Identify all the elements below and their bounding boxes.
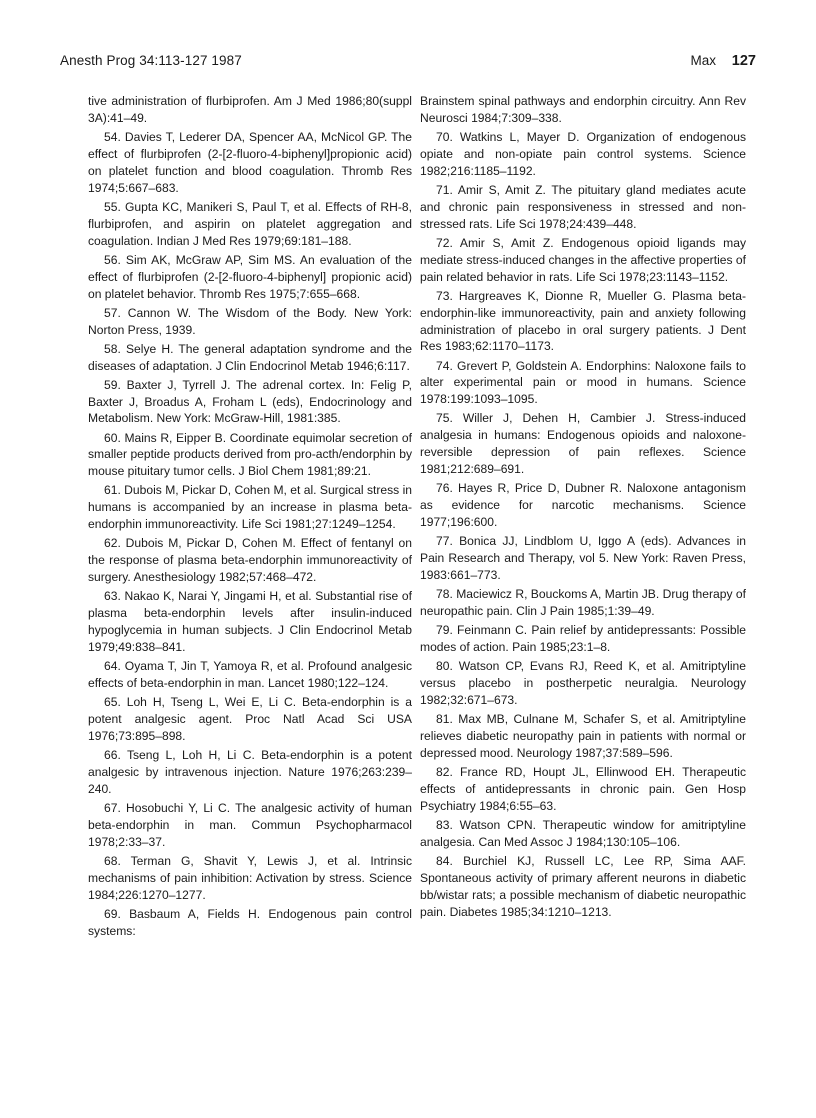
reference-entry: 75. Willer J, Dehen H, Cambier J. Stress-induced analgesia in humans: Endogenous opioids and naloxone-reversible depression of pain reflexes. Science 1981;212:689–691. bbox=[420, 411, 746, 477]
reference-entry: 57. Cannon W. The Wisdom of the Body. New York: Norton Press, 1939. bbox=[88, 305, 412, 337]
reference-entry: 84. Burchiel KJ, Russell LC, Lee RP, Sima AAF. Spontaneous activity of primary afferent neurons in diabetic bb/wistar rats; a possible mechanism of diabetic neuropathic pain. Diabetes 1985;34:1210–1213. bbox=[420, 853, 746, 919]
reference-entry: 76. Hayes R, Price D, Dubner R. Naloxone antagonism as evidence for narcotic mechanisms. Science 1977;196:600. bbox=[420, 481, 746, 530]
right-reference-column bbox=[420, 93, 746, 923]
journal-citation: Anesth Prog 34:113-127 1987 bbox=[60, 53, 242, 68]
reference-entry: 69. Basbaum A, Fields H. Endogenous pain control systems: bbox=[88, 906, 412, 938]
reference-entry: 64. Oyama T, Jin T, Yamoya R, et al. Profound analgesic effects of beta-endorphin in man. Lancet 1980;122–124. bbox=[88, 659, 412, 690]
reference-continuation: tive administration of flurbiprofen. Am J Med 1986;80(suppl 3A):41–49. bbox=[88, 94, 412, 125]
running-author: Max bbox=[690, 53, 717, 68]
reference-entry: 65. Loh H, Tseng L, Wei E, Li C. Beta-endorphin is a potent analgesic agent. Proc Natl Acad Sci USA 1976;73:895–898. bbox=[88, 695, 412, 743]
reference-entry: 66. Tseng L, Loh H, Li C. Beta-endorphin is a potent analgesic by intravenous injection. Nature 1976;263:239–240. bbox=[88, 747, 412, 796]
reference-entry: 80. Watson CP, Evans RJ, Reed K, et al. Amitriptyline versus placebo in postherpetic neuralgia. Neurology 1982;32:671–673. bbox=[420, 659, 746, 707]
reference-entry: 55. Gupta KC, Manikeri S, Paul T, et al. Effects of RH-8, flurbiprofen, and aspirin on platelet aggregation and coagulation. Indian J Med Res 1979;69:181–188. bbox=[88, 199, 412, 248]
reference-entry: 79. Feinmann C. Pain relief by antidepressants: Possible modes of action. Pain 1985;23:1–8. bbox=[420, 623, 746, 654]
reference-entry: 82. France RD, Houpt JL, Ellinwood EH. Therapeutic effects of antidepressants in chronic pain. Gen Hosp Psychiatry 1984;6:55–63. bbox=[420, 764, 746, 813]
reference-entry: 67. Hosobuchi Y, Li C. The analgesic activity of human beta-endorphin in man. Commun Psychopharmacol 1978;2:33–37. bbox=[88, 800, 412, 849]
reference-entry: 59. Baxter J, Tyrrell J. The adrenal cortex. In: Felig P, Baxter J, Broadus A, Froham L (eds), Endocrinology and Metabolism. New York: McGraw-Hill, 1981:385. bbox=[88, 377, 412, 426]
reference-entry: 74. Grevert P, Goldstein A. Endorphins: Naloxone fails to alter experimental pain or mood in humans. Science 1978:199:1093–1095. bbox=[420, 358, 746, 407]
reference-entry: 71. Amir S, Amit Z. The pituitary gland mediates acute and chronic pain responsiveness in stressed and non-stressed rats. Life Sci 1978;24:439–448. bbox=[420, 182, 746, 231]
reference-entry: 81. Max MB, Culnane M, Schafer S, et al. Amitriptyline relieves diabetic neuropathy pain in patients with normal or depressed mood. Neurology 1987;37:589–596. bbox=[420, 711, 746, 760]
page-number: 127 bbox=[731, 53, 756, 69]
reference-entry: 70. Watkins L, Mayer D. Organization of endogenous opiate and non-opiate pain control systems. Science 1982;216:1185–1192. bbox=[420, 130, 746, 178]
reference-entry: 62. Dubois M, Pickar D, Cohen M. Effect of fentanyl on the response of plasma beta-endorphin immunoreactivity of surgery. Anesthesiology 1982;57:468–472. bbox=[88, 536, 412, 585]
reference-entry: 68. Terman G, Shavit Y, Lewis J, et al. Intrinsic mechanisms of pain inhibition: Activation by stress. Science 1984;226:1270–1277. bbox=[88, 853, 412, 902]
reference-entry: 58. Selye H. The general adaptation syndrome and the diseases of adaptation. J Clin Endocrinol Metab 1946;6:117. bbox=[88, 341, 412, 373]
reference-entry: 63. Nakao K, Narai Y, Jingami H, et al. Substantial rise of plasma beta-endorphin levels after insulin-induced hypoglycemia in human subjects. J Clin Endocrinol Metab 1979;49:838–841. bbox=[88, 589, 412, 654]
reference-entry: 60. Mains R, Eipper B. Coordinate equimolar secretion of smaller peptide products derived from pro-acth/endorphin by mouse pituitary tumor cells. J Biol Chem 1981;89:21. bbox=[88, 430, 412, 479]
author-page-group bbox=[691, 53, 756, 69]
left-reference-column bbox=[88, 93, 412, 942]
running-head bbox=[60, 53, 756, 75]
reference-entry: 72. Amir S, Amit Z. Endogenous opioid ligands may mediate stress-induced changes in the affective properties of pain related behavior in rats. Life Sci 1978;23:1143–1152. bbox=[420, 235, 746, 284]
reference-entry: 56. Sim AK, McGraw AP, Sim MS. An evaluation of the effect of flurbiprofen (2-[2-fluoro-4-biphenyl] propionic acid) on platelet behavior. Thromb Res 1975;7:655–668. bbox=[88, 252, 412, 301]
reference-entry: 61. Dubois M, Pickar D, Cohen M, et al. Surgical stress in humans is accompanied by an increase in plasma beta-endorphin immunoreactivity. Life Sci 1981;27:1249–1254. bbox=[88, 483, 412, 532]
reference-entry: 73. Hargreaves K, Dionne R, Mueller G. Plasma beta-endorphin-like immunoreactivity, pain and anxiety following administration of placebo in oral surgery patients. J Dent Res 1983;62:1170–1173. bbox=[420, 288, 746, 354]
reference-entry: 83. Watson CPN. Therapeutic window for amitriptyline analgesia. Can Med Assoc J 1984;130:105–106. bbox=[420, 817, 746, 849]
reference-entry: 78. Maciewicz R, Bouckoms A, Martin JB. Drug therapy of neuropathic pain. Clin J Pain 1985;1:39–49. bbox=[420, 587, 746, 618]
reference-continuation: Brainstem spinal pathways and endorphin circuitry. Ann Rev Neurosci 1984;7:309–338. bbox=[420, 94, 746, 125]
reference-entry: 54. Davies T, Lederer DA, Spencer AA, McNicol GP. The effect of flurbiprofen (2-[2-fluoro-4-biphenyl]propionic acid) on platelet function and blood coagulation. Thromb Res 1974;5:667–683. bbox=[88, 130, 412, 195]
reference-entry: 77. Bonica JJ, Lindblom U, Iggo A (eds). Advances in Pain Research and Therapy, vol 5. New York: Raven Press, 1983:661–773. bbox=[420, 534, 746, 582]
